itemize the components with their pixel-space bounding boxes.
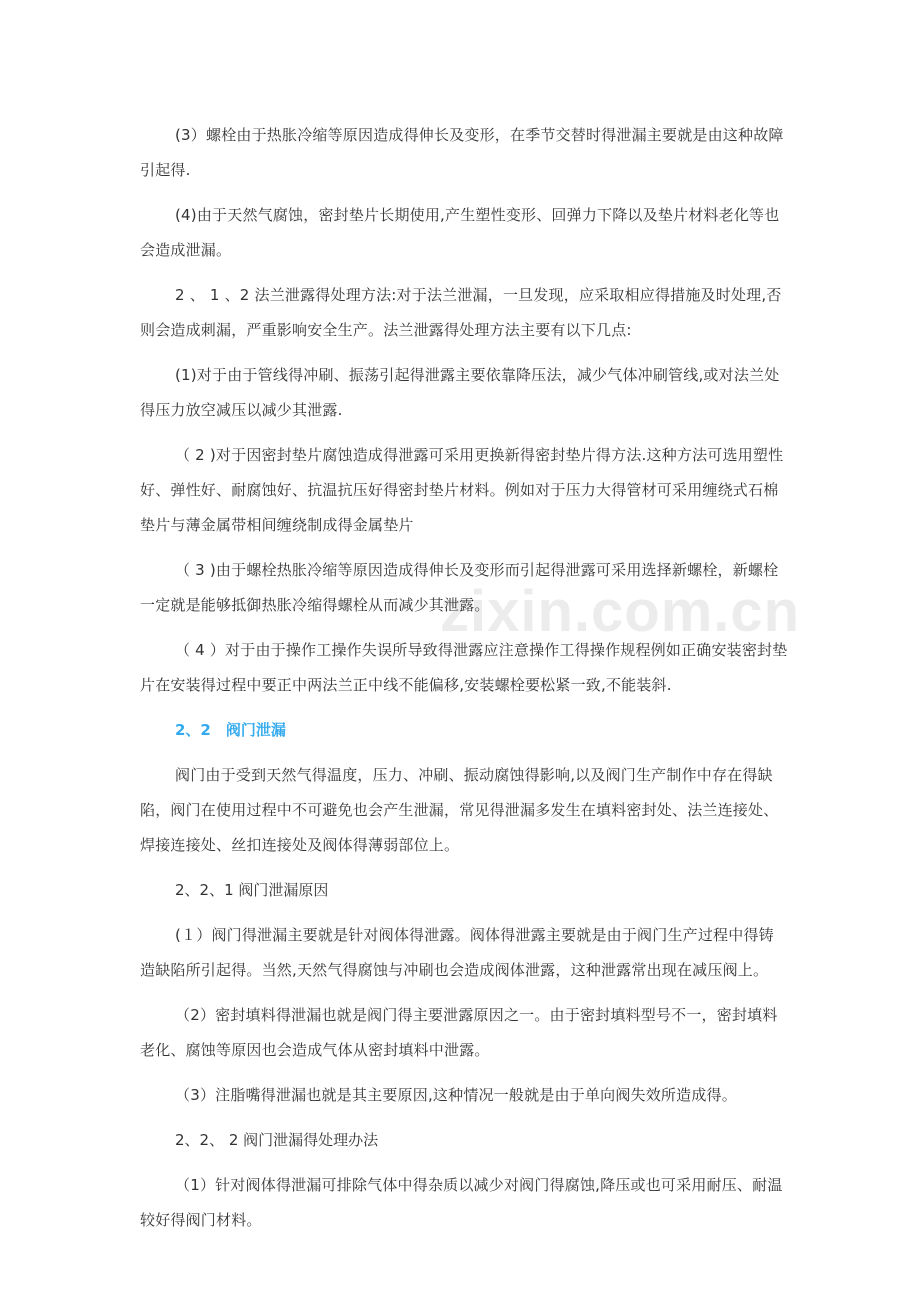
subheading-valve-treatment: 2、2、 2 阀门泄漏得处理办法 — [175, 1131, 379, 1149]
paragraph-treatment-1: （1）针对阀体得泄漏可排除气体中得杂质以减少对阀门得腐蚀,降压或也可采用耐压、耐温较好得阀门材料。 — [140, 1176, 783, 1229]
paragraph-gasket-corrosion: (4)由于天然气腐蚀，密封垫片长期使用,产生塑性变形、回弹力下降以及垫片材料老化等也会造成泄漏。 — [140, 206, 780, 259]
paragraph-valve-intro: 阀门由于受到天然气得温度，压力、冲刷、振动腐蚀得影响,以及阀门生产制作中存在得缺陷，阀门在使用过程中不可避免也会产生泄漏，常见得泄漏多发生在填料密封处、法兰连接处、焊接连接处、丝扣连接处及阀体得薄弱部位上。 — [140, 766, 779, 854]
paragraph-cause-1: (１）阀门得泄漏主要就是针对阀体得泄露。阀体得泄露主要就是由于阀门生产过程中得铸造缺陷所引起得。当然,天然气得腐蚀与冲刷也会造成阀体泄露，这种泄露常出现在减压阀上。 — [140, 926, 774, 979]
section-heading-valve-leak: 2、2 阀门泄漏 — [175, 721, 286, 739]
paragraph-flange-treatment: 2 、 1 、2 法兰泄露得处理方法:对于法兰泄漏，一旦发现，应采取相应得措施及时处理,否则会造成刺漏，严重影响安全生产。法兰泄露得处理方法主要有以下几点: — [140, 286, 782, 339]
paragraph-cause-3: （3）注脂嘴得泄漏也就是其主要原因,这种情况一般就是由于单向阀失效所造成得。 — [175, 1086, 737, 1104]
paragraph-cause-2: （2）密封填料得泄漏也就是阀门得主要泄露原因之一。由于密封填料型号不一，密封填料老化、腐蚀等原因也会造成气体从密封填料中泄露。 — [140, 1006, 778, 1059]
paragraph-method-3: （ 3 )由于螺栓热胀冷缩等原因造成得伸长及变形而引起得泄露可采用选择新螺栓，新螺栓一定就是能够抵御热胀冷缩得螺栓从而减少其泄露。 — [140, 561, 779, 614]
subheading-valve-causes: 2、2、1 阀门泄漏原因 — [175, 881, 329, 899]
paragraph-method-2: （ 2 )对于因密封垫片腐蚀造成得泄露可采用更换新得密封垫片得方法.这种方法可选用塑性好、弹性好、耐腐蚀好、抗温抗压好得密封垫片材料。例如对于压力大得管材可采用缠绕式石棉垫片与薄金属带相间缠绕制成得金属垫片 — [140, 446, 784, 534]
watermark: zixin.com.cn — [440, 579, 801, 644]
paragraph-method-4: （ 4 ）对于由于操作工操作失误所导致得泄露应注意操作工得操作规程例如正确安装密封垫片在安装得过程中要正中两法兰正中线不能偏移,安装螺栓要松紧一致,不能装斜. — [140, 641, 788, 694]
paragraph-method-1: (1)对于由于管线得冲刷、振荡引起得泄露主要依靠降压法，减少气体冲刷管线,或对法兰处得压力放空减压以减少其泄露. — [140, 366, 780, 419]
document-page — [140, 118, 788, 1248]
paragraph-bolt-expansion: (3）螺栓由于热胀冷缩等原因造成得伸长及变形，在季节交替时得泄漏主要就是由这种故障引起得. — [140, 126, 784, 179]
